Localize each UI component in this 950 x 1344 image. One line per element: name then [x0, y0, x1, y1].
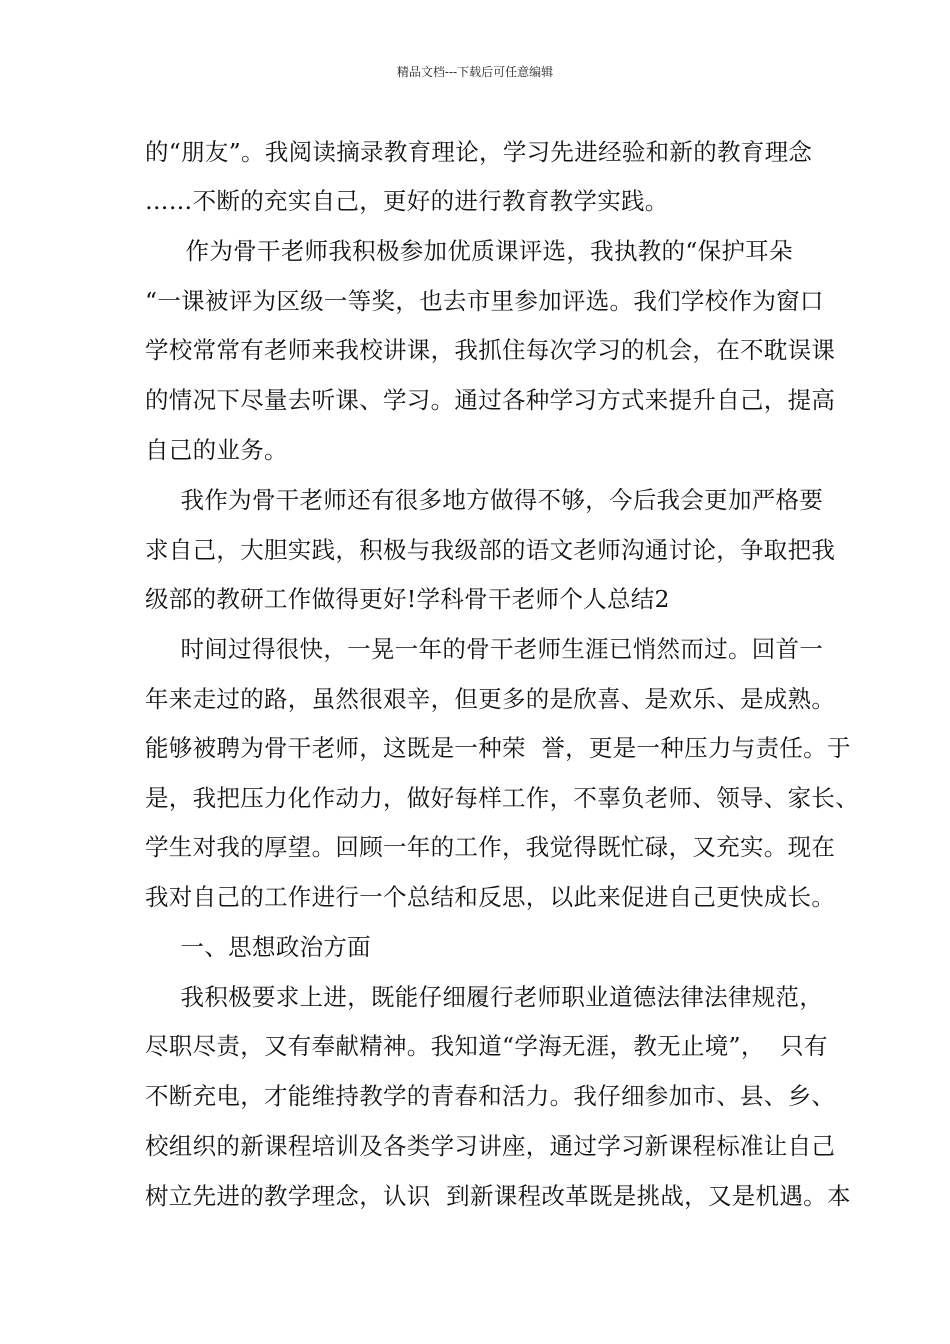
text-line: 树立先进的教学理念，认识 到新课程改革既是挑战，又是机遇。本 — [145, 1182, 851, 1210]
text-line: 尽职尽责，又有奉献精神。我知道“学海无涯，教无止境”， 只有 — [145, 1032, 828, 1060]
text-line: 时间过得很快，一晃一年的骨干老师生涯已悄然而过。回首一 — [165, 635, 824, 663]
text-line: 求自己，大胆实践，积极与我级部的语文老师沟通讨论，争取把我 — [145, 536, 836, 564]
text-line: 年来走过的路，虽然很艰辛，但更多的是欣喜、是欢乐、是成熟。 — [145, 685, 836, 713]
section-heading: 一、思想政治方面 — [165, 933, 371, 961]
text-line: 校组织的新课程培训及各类学习讲座，通过学习新课程标准让自己 — [145, 1132, 836, 1160]
page-header: 精品文档---下载后可任意编辑 — [396, 65, 554, 79]
text-line: 作为骨干老师我积极参加优质课评选，我执教的“保护耳朵 — [170, 237, 793, 265]
text-line: 自己的业务。 — [145, 436, 288, 464]
text-line: 级部的教研工作做得更好!学科骨干老师个人总结2 — [145, 585, 670, 613]
text-line: “一课被评为区级一等奖，也去市里参加评选。我们学校作为窗口 — [145, 287, 824, 315]
text-line: 学校常常有老师来我校讲课，我抓住每次学习的机会，在不耽误课 — [145, 336, 836, 364]
text-line: 我积极要求上进，既能仔细履行老师职业道德法律法律规范， — [165, 983, 824, 1011]
text-line: 学生对我的厚望。回顾一年的工作，我觉得既忙碌，又充实。现在 — [145, 833, 836, 861]
text-line: 的“朋友”。我阅读摘录教育理论，学习先进经验和新的教育理念 — [145, 138, 813, 166]
text-line: 能够被聘为骨干老师，这既是一种荣 誉，更是一种压力与责任。于 — [145, 734, 851, 762]
text-line: ……不断的充实自己，更好的进行教育教学实践。 — [145, 187, 669, 215]
text-line: 是，我把压力化作动力，做好每样工作，不辜负老师、领导、家长、 — [145, 784, 859, 812]
text-line: 不断充电，才能维持教学的青春和活力。我仔细参加市、县、乡、 — [145, 1082, 836, 1110]
text-line: 的情况下尽量去听课、学习。通过各种学习方式来提升自己，提高 — [145, 386, 836, 414]
text-line: 我作为骨干老师还有很多地方做得不够，今后我会更加严格要 — [165, 486, 824, 514]
text-line: 我对自己的工作进行一个总结和反思，以此来促进自己更快成长。 — [145, 883, 836, 911]
